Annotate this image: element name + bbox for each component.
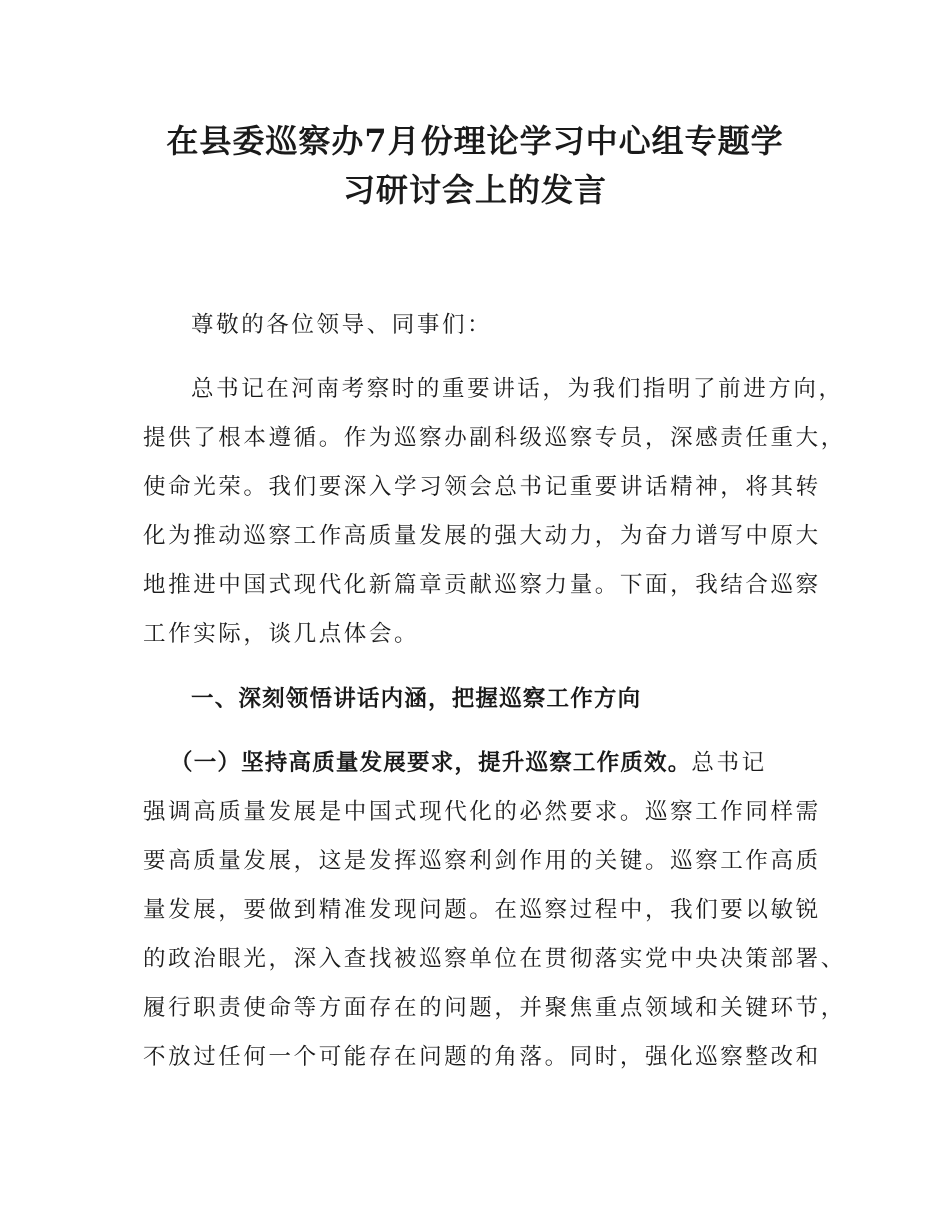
intro-line-4: 化为推动巡察工作高质量发展的强大动力，为奋力谱写中原大 [143,523,821,549]
intro-line-1: 总书记在河南考察时的重要讲话，为我们指明了前进方向， [191,376,844,402]
intro-line-6: 工作实际，谈几点体会。 [143,621,420,647]
subsection-1-line-5: 的政治眼光，深入查找被巡察单位在贯彻落实党中央决策部署、 [143,946,846,972]
subsection-1-line-2: 强调高质量发展是中国式现代化的必然要求。巡察工作同样需 [143,799,821,825]
subsection-1-heading: （一）坚持高质量发展要求，提升巡察工作质效。 [170,750,692,776]
subsection-1-line-4: 量发展，要做到精准发现问题。在巡察过程中，我们要以敏锐 [143,897,821,923]
section-1-heading: 一、深刻领悟讲话内涵，把握巡察工作方向 [191,686,642,712]
salutation: 尊敬的各位领导、同事们： [191,312,493,338]
subsection-1-line-7: 不放过任何一个可能存在问题的角落。同时，强化巡察整改和 [143,1044,821,1070]
subsection-1-line-6: 履行职责使命等方面存在的问题，并聚焦重点领域和关键环节， [143,995,846,1021]
intro-line-5: 地推进中国式现代化新篇章贡献巡察力量。下面，我结合巡察 [143,572,821,598]
subsection-1-first-line-text: 总书记 [691,750,767,776]
subsection-1-first-line [170,748,767,778]
intro-line-3: 使命光荣。我们要深入学习领会总书记重要讲话精神，将其转 [143,474,821,500]
document-title-line-2: 习研讨会上的发言 [342,171,607,209]
subsection-1-line-3: 要高质量发展，这是发挥巡察利剑作用的关键。巡察工作高质 [143,848,821,874]
intro-line-2: 提供了根本遵循。作为巡察办副科级巡察专员，深感责任重大， [143,425,846,451]
document-title-line-1: 在县委巡察办7月份理论学习中心组专题学 [166,122,784,160]
